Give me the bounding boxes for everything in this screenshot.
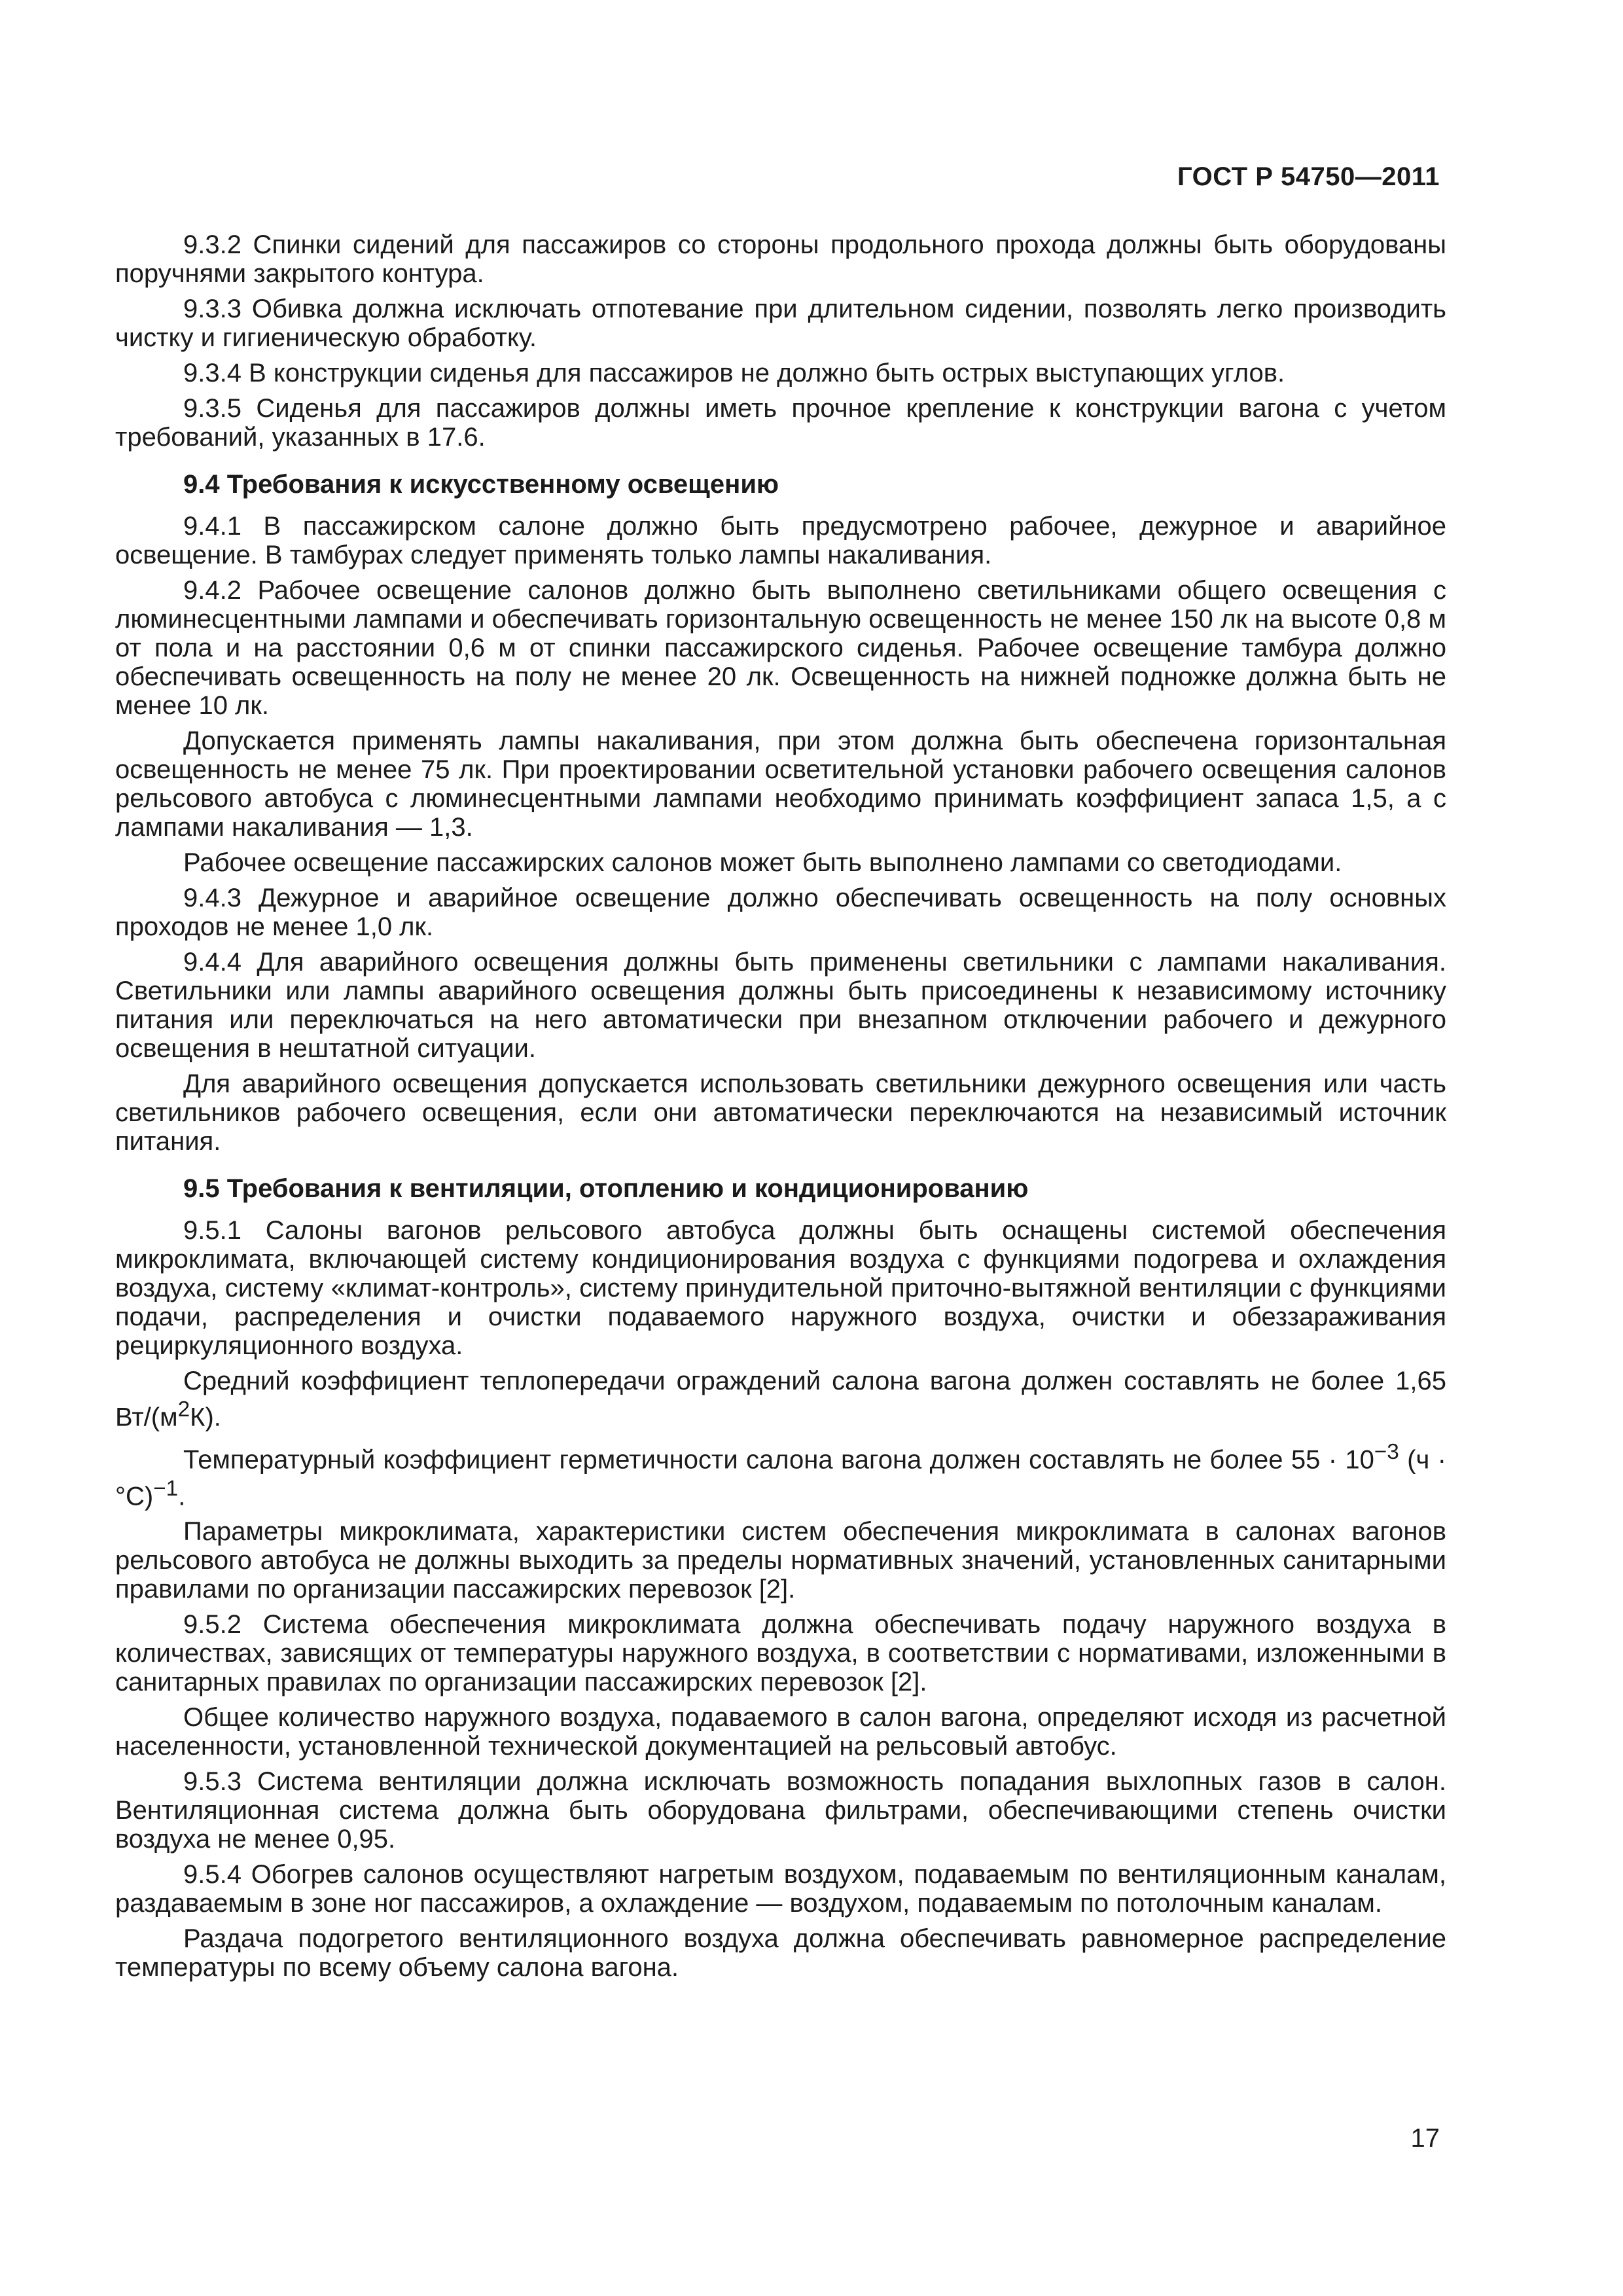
paragraph-air-distribution: Раздача подогретого вентиляционного воздуха должна обеспечивать равномерное распределение температуры по всему объему салона вагона. xyxy=(115,1924,1446,1982)
paragraph-9-5-1: 9.5.1 Салоны вагонов рельсового автобуса должны быть оснащены системой обеспечения микроклимата, включающей систему кондиционирования воздуха с функциями подогрева и охлаждения воздуха, систему «климат-контроль», систему принудительной приточно-вытяжной вентиляции с функциями подачи, распределения и очистки подаваемого наружного воздуха, очистки и обеззараживания рециркуляционного воздуха. xyxy=(115,1216,1446,1360)
paragraph-sealing-coefficient xyxy=(115,1438,1446,1511)
paragraph-microclimate-params: Параметры микроклимата, характеристики систем обеспечения микроклимата в салонах вагонов рельсового автобуса не должны выходить за пределы нормативных значений, установленных санитарными правилами по организации пассажирских перевозок [2]. xyxy=(115,1516,1446,1604)
paragraph-9-3-4: 9.3.4 В конструкции сиденья для пассажиров не должно быть острых выступающих углов. xyxy=(183,359,1285,387)
superscript-2: 2 xyxy=(177,1397,190,1422)
section-heading-9-4: 9.4 Требования к искусственному освещению xyxy=(183,470,779,499)
page-number: 17 xyxy=(1410,2124,1440,2153)
paragraph-9-4-3: 9.4.3 Дежурное и аварийное освещение должно обеспечивать освещенность на полу основных проходов не менее 1,0 лк. xyxy=(115,884,1446,941)
paragraph-9-4-4: 9.4.4 Для аварийного освещения должны быть применены светильники с лампами накаливания. Светильники или лампы аварийного освещения должны быть присоединены к независимому источнику питания или переключаться на него автоматически при внезапном отключении рабочего и дежурного освещения в нештатной ситуации. xyxy=(115,948,1446,1063)
paragraph-9-4-2-incandescent: Допускается применять лампы накаливания, при этом должна быть обеспечена горизонтальная освещенность не менее 75 лк. При проектировании осветительной установки рабочего освещения салонов рельсового автобуса с люминесцентными лампами необходимо принимать коэффициент запаса 1,5, а с лампами накаливания — 1,3. xyxy=(115,726,1446,842)
paragraph-outside-air-amount: Общее количество наружного воздуха, подаваемого в салон вагона, определяют исходя из расчетной населенности, установленной технической документацией на рельсовый автобус. xyxy=(115,1702,1446,1761)
paragraph-9-3-3: 9.3.3 Обивка должна исключать отпотевание при длительном сидении, позволять легко производить чистку и гигиеническую обработку. xyxy=(115,295,1446,352)
paragraph-9-4-2-led: Рабочее освещение пассажирских салонов может быть выполнено лампами со светодиодами. xyxy=(183,848,1342,877)
paragraph-9-3-2: 9.3.2 Спинки сидений для пассажиров со стороны продольного прохода должны быть оборудованы поручнями закрытого контура. xyxy=(115,230,1446,288)
paragraph-9-5-3: 9.5.3 Система вентиляции должна исключать возможность попадания выхлопных газов в салон. Вентиляционная система должна быть оборудована фильтрами, обеспечивающими степень очистки воздуха не менее 0,95. xyxy=(115,1767,1446,1854)
paragraph-heat-transfer xyxy=(115,1367,1446,1431)
paragraph-9-4-2: 9.4.2 Рабочее освещение салонов должно быть выполнено светильниками общего освещения с люминесцентными лампами и обеспечивать горизонтальную освещенность не менее 150 лк на высоте 0,8 м от пола и на расстоянии 0,6 м от спинки пассажирского сиденья. Рабочее освещение тамбура должно обеспечивать освещенность на полу не менее 20 лк. Освещенность на нижней подножке должна быть не менее 10 лк. xyxy=(115,576,1446,720)
paragraph-9-3-5: 9.3.5 Сиденья для пассажиров должны иметь прочное крепление к конструкции вагона с учетом требований, указанных в 17.6. xyxy=(115,394,1446,452)
superscript-minus-3: −3 xyxy=(1374,1440,1399,1465)
document-body xyxy=(115,230,1446,1988)
document-header: ГОСТ Р 54750—2011 xyxy=(1177,162,1440,191)
heat-transfer-unit-end: К). xyxy=(190,1403,221,1432)
sealing-text: Температурный коэффициент герметичности салона вагона должен составлять не более 55 · 10 xyxy=(183,1445,1374,1475)
paragraph-9-4-1: 9.4.1 В пассажирском салоне должно быть предусмотрено рабочее, дежурное и аварийное освещение. В тамбурах следует применять только лампы накаливания. xyxy=(115,512,1446,569)
heat-transfer-text: Средний коэффициент теплопередачи ограждений салона вагона должен составлять не более 1,65 Вт/(м xyxy=(115,1367,1446,1432)
paragraph-9-4-4-emergency: Для аварийного освещения допускается использовать светильники дежурного освещения или часть светильников рабочего освещения, если они автоматически переключаются на независимый источник питания. xyxy=(115,1069,1446,1156)
superscript-minus-1: −1 xyxy=(153,1476,179,1501)
sealing-end: . xyxy=(178,1481,186,1511)
paragraph-9-5-2: 9.5.2 Система обеспечения микроклимата должна обеспечивать подачу наружного воздуха в количествах, зависящих от температуры наружного воздуха, в соответствии с нормативами, изложенными в санитарных правилах по организации пассажирских перевозок [2]. xyxy=(115,1609,1446,1696)
paragraph-9-5-4: 9.5.4 Обогрев салонов осуществляют нагретым воздухом, подаваемым по вентиляционным каналам, раздаваемым в зоне ног пассажиров, а охлаждение — воздухом, подаваемым по потолочным каналам. xyxy=(115,1859,1446,1918)
sealing-unit: (ч · °С) xyxy=(115,1445,1446,1511)
section-heading-9-5: 9.5 Требования к вентиляции, отоплению и кондиционированию xyxy=(183,1174,1029,1203)
